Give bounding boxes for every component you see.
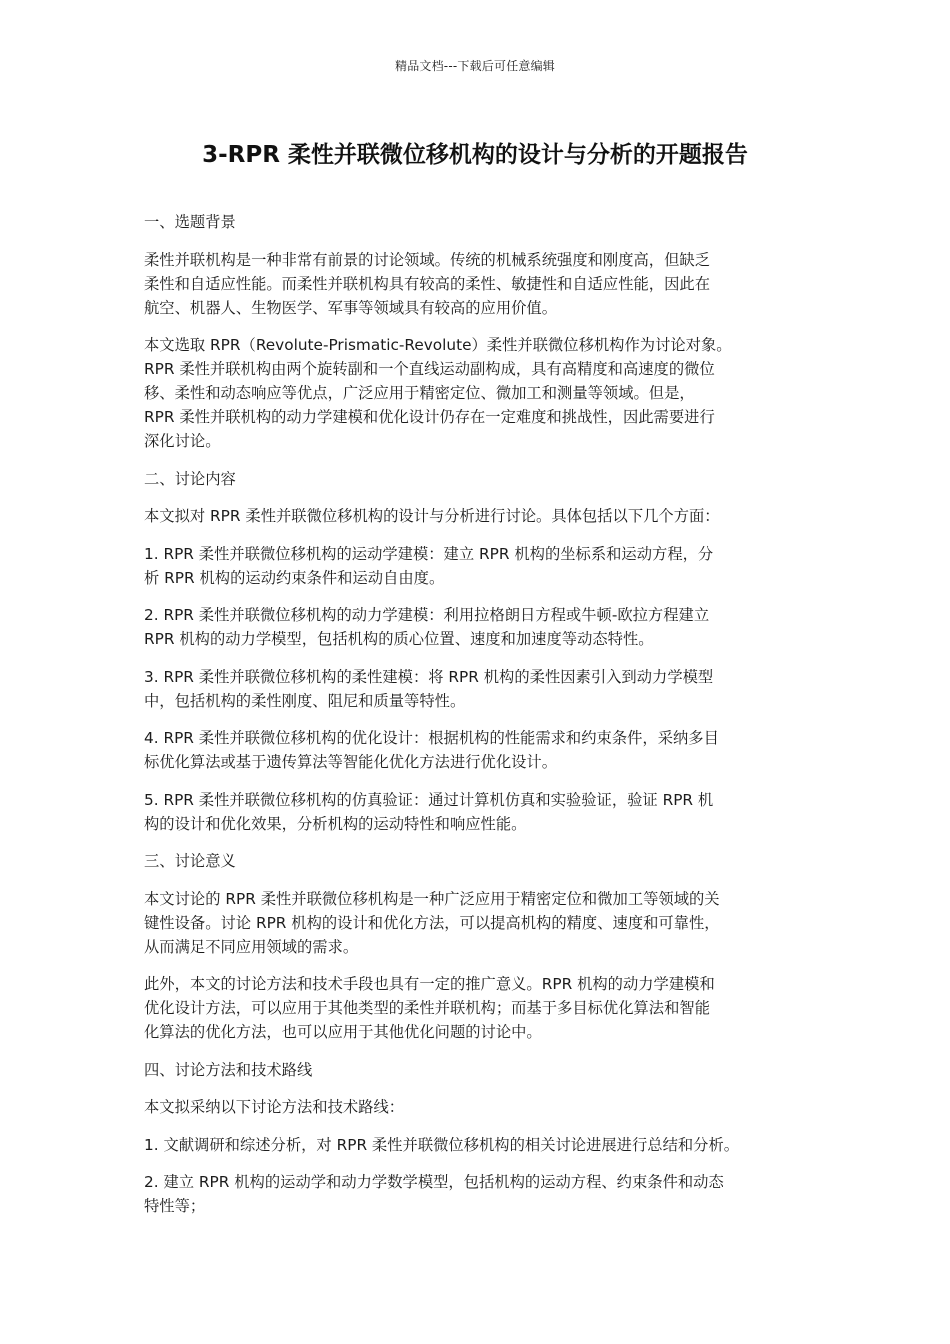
document-body <box>144 210 824 1232</box>
section-heading: 四、讨论方法和技术路线 <box>144 1060 313 1079</box>
list-item: 2. 建立 RPR 机构的运动学和动力学数学模型，包括机构的运动方程、约束条件和动态 特性等； <box>144 1173 724 1215</box>
header-note: 精品文档---下载后可任意编辑 <box>395 59 555 73</box>
list-item: 1. 文献调研和综述分析，对 RPR 柔性并联微位移机构的相关讨论进展进行总结和分析。 <box>144 1135 740 1154</box>
list-item: 5. RPR 柔性并联微位移机构的仿真验证：通过计算机仿真和实验验证，验证 RPR 机 构的设计和优化效果，分析机构的运动特性和响应性能。 <box>144 790 714 833</box>
section-heading: 一、选题背景 <box>144 213 236 231</box>
list-item: 1. RPR 柔性并联微位移机构的运动学建模：建立 RPR 机构的坐标系和运动方程，分 析 RPR 机构的运动约束条件和运动自由度。 <box>144 544 714 587</box>
list-item: 3. RPR 柔性并联微位移机构的柔性建模：将 RPR 机构的柔性因素引入到动力学模型 中，包括机构的柔性刚度、阻尼和质量等特性。 <box>144 667 714 710</box>
paragraph: 此外，本文的讨论方法和技术手段也具有一定的推广意义。RPR 机构的动力学建模和 优化设计方法，可以应用于其他类型的柔性并联机构；而基于多目标优化算法和智能 化算法的优化方法，也可以应用于其他优化问题的讨论中。 <box>144 975 715 1041</box>
paragraph: 本文拟采纳以下讨论方法和技术路线： <box>144 1098 405 1116</box>
list-item: 2. RPR 柔性并联微位移机构的动力学建模：利用拉格朗日方程或牛顿-欧拉方程建立 RPR 机构的动力学模型，包括机构的质心位置、速度和加速度等动态特性。 <box>144 606 710 648</box>
paragraph: 柔性并联机构是一种非常有前景的讨论领域。传统的机械系统强度和刚度高，但缺乏 柔性和自适应性能。而柔性并联机构具有较高的柔性、敏捷性和自适应性能，因此在 航空、机器人、生物医学、军事等领域具有较高的应用价值。 <box>144 250 710 317</box>
paragraph: 本文选取 RPR（Revolute-Prismatic-Revolute）柔性并联微位移机构作为讨论对象。 RPR 柔性并联机构由两个旋转副和一个直线运动副构成，具有高精度和高速度的微位 移、柔性和动态响应等优点，广泛应用于精密定位、微加工和测量等领域。但是， RPR 柔性并联机构的动力学建模和优化设计仍存在一定难度和挑战性，因此需要进行 深化讨论。 <box>144 336 732 450</box>
section-heading: 三、讨论意义 <box>144 852 236 870</box>
section-heading: 二、讨论内容 <box>144 469 236 488</box>
paragraph: 本文拟对 RPR 柔性并联微位移机构的设计与分析进行讨论。具体包括以下几个方面： <box>144 507 720 525</box>
document-title: 3-RPR 柔性并联微位移机构的设计与分析的开题报告 <box>202 142 748 168</box>
list-item: 4. RPR 柔性并联微位移机构的优化设计：根据机构的性能需求和约束条件，采纳多目 标优化算法或基于遗传算法等智能化优化方法进行优化设计。 <box>144 729 719 771</box>
paragraph: 本文讨论的 RPR 柔性并联微位移机构是一种广泛应用于精密定位和微加工等领域的关 键性设备。讨论 RPR 机构的设计和优化方法，可以提高机构的精度、速度和可靠性， 从而满足不同应用领域的需求。 <box>144 889 720 956</box>
